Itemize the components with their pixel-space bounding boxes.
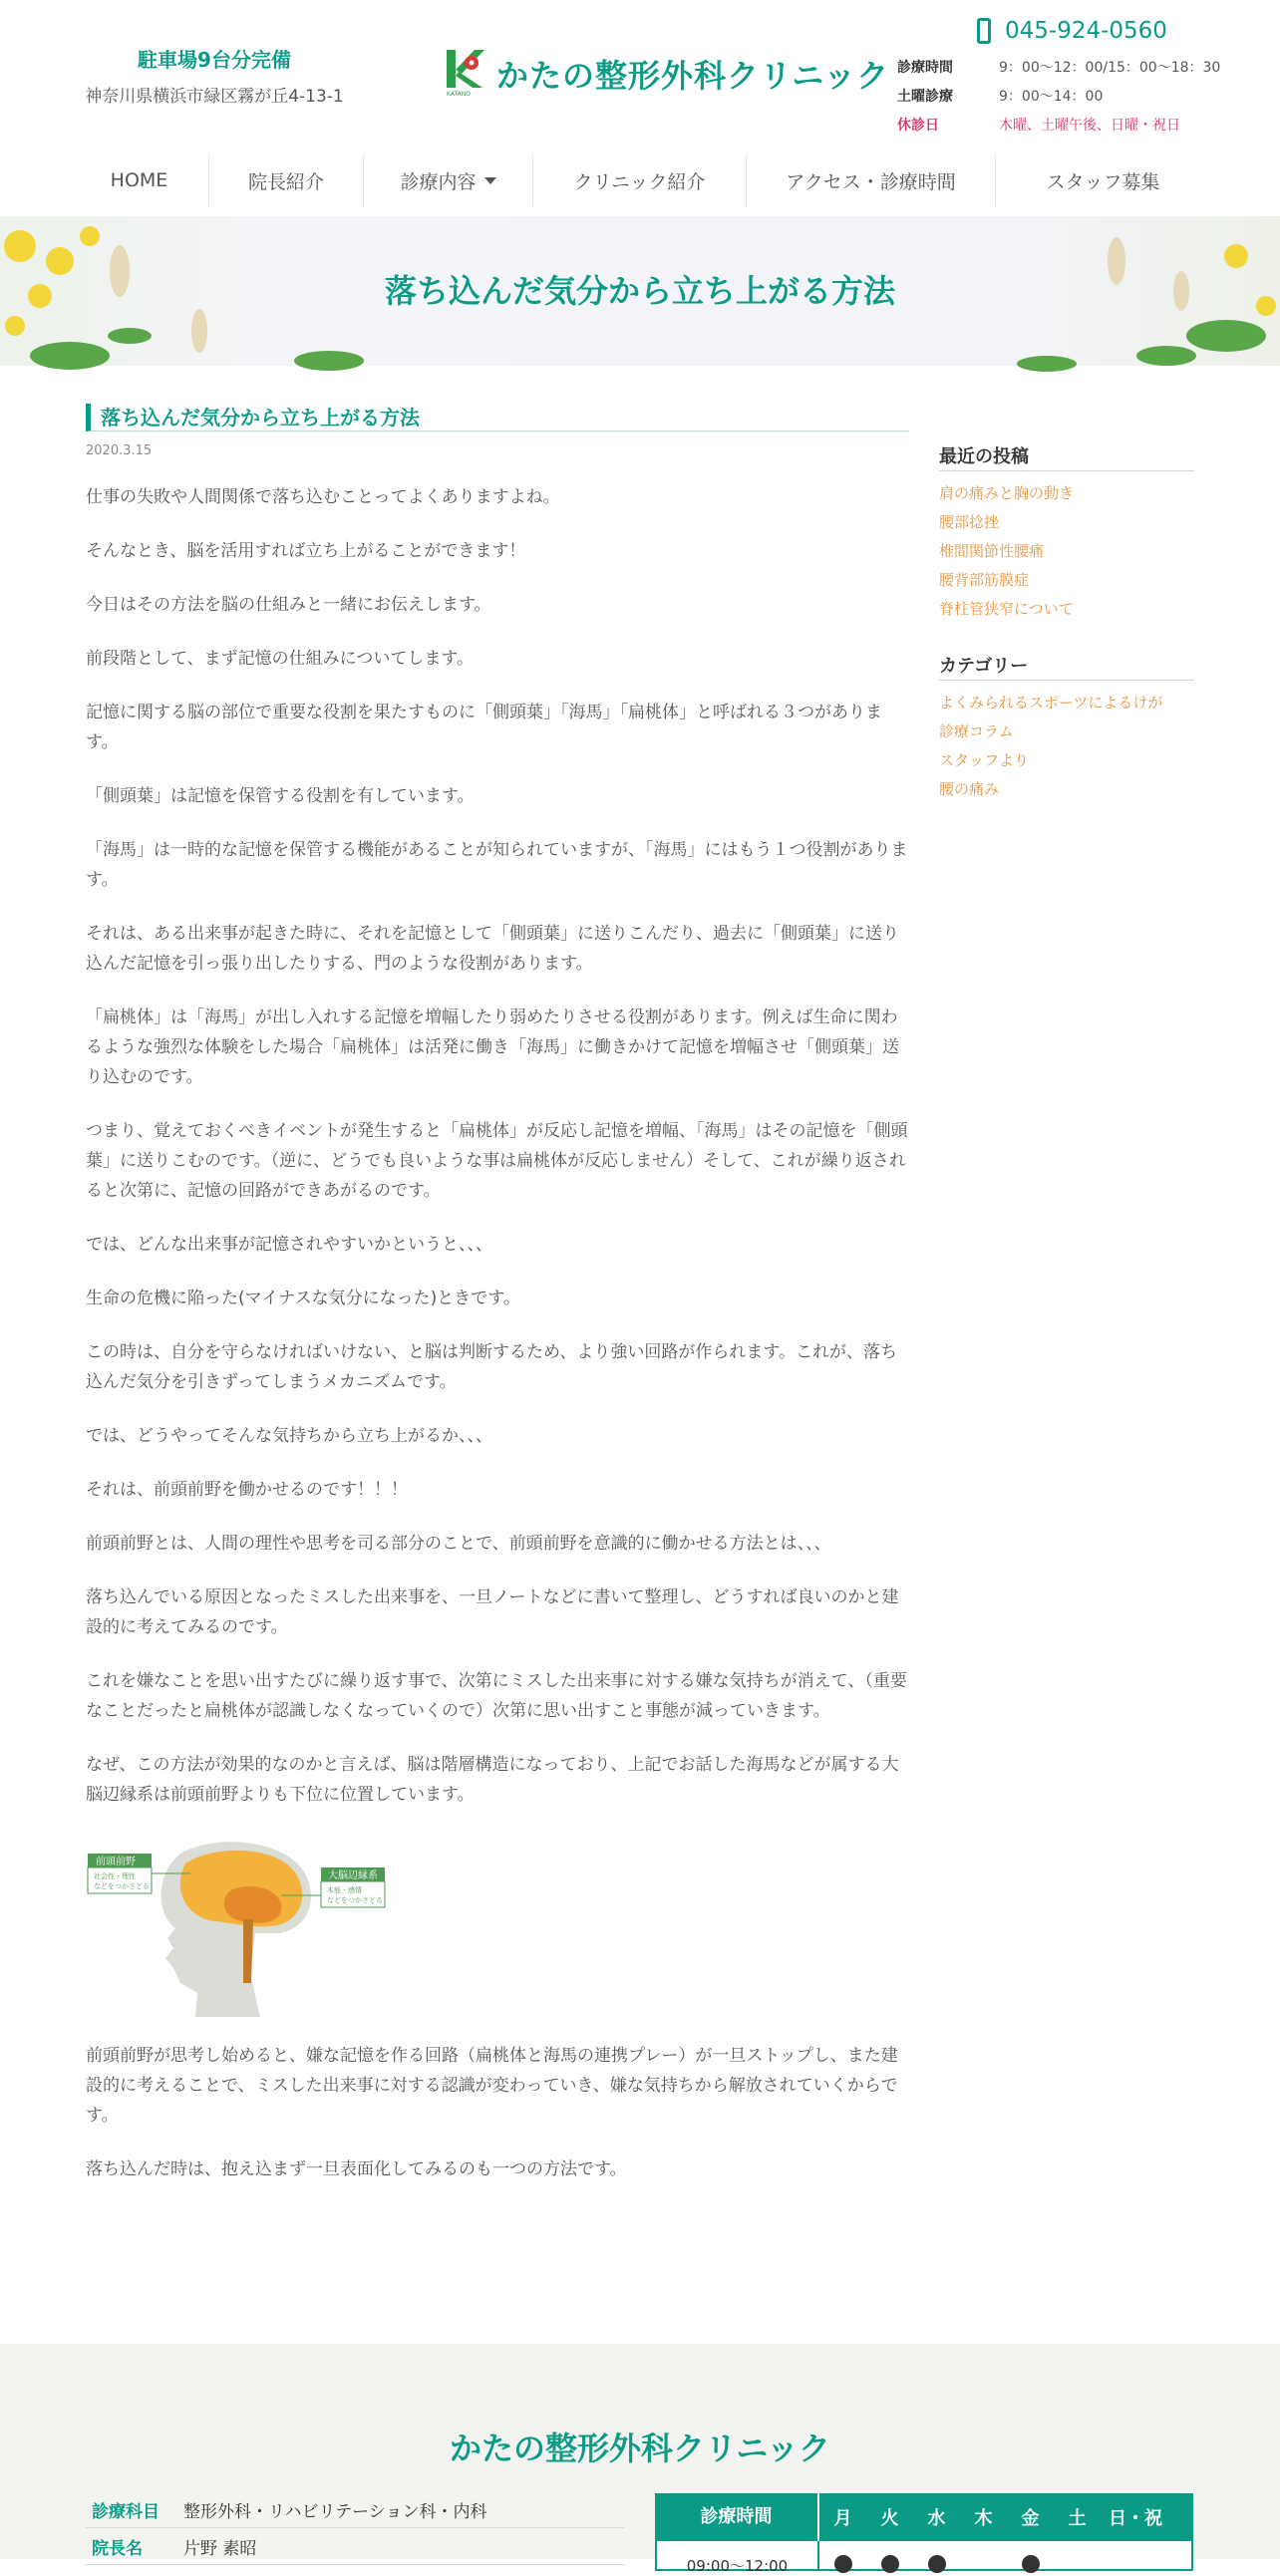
nav-label: クリニック紹介 (573, 170, 706, 193)
category-link[interactable]: 診療コラム (939, 722, 1014, 740)
open-dot-icon (928, 2555, 946, 2573)
clinic-name: かたの整形外科クリニック (496, 57, 890, 95)
post-paragraph: これを嫌なことを思い出すたびに繰り返す事で、次第にミスした出来事に対する嫌な気持ちが消えて、（重要なことだったと扁桃体が認識しなくなっていくので）次第に思い出すこと事態が減っていきます。 (86, 1671, 907, 1721)
category-link[interactable]: よくみられるスポーツによるけが (939, 694, 1163, 712)
hours-value: 9：00～12：00/15：00～18：30 (999, 59, 1221, 76)
schedule-time: 09:00～12:00 (657, 2541, 819, 2571)
svg-text:などをつかさどる: などをつかさどる (327, 1896, 383, 1904)
schedule-table (655, 2493, 1193, 2575)
post-paragraph: そんなとき、脳を活用すれば立ち上がることができます！ (86, 541, 526, 561)
categories (939, 652, 1194, 804)
open-dot-icon (1022, 2555, 1040, 2573)
nav-access[interactable] (747, 154, 996, 206)
hours-row-closed (897, 110, 1220, 139)
nav-home[interactable] (70, 154, 209, 206)
post-paragraph: 「扁桃体」は「海馬」が出し入れする記憶を増幅したり弱めたりさせる役割があります。例えば生命に関わるような強烈な体験をした場合「扁桃体」は活発に働き「海馬」に働きかけて記憶を増幅させ「側頭葉」送り込むのです。 (86, 1007, 899, 1087)
footer-clinic-name: かたの整形外科クリニック (449, 2430, 831, 2467)
hours-label: 休診日 (897, 117, 939, 134)
schedule-head-cell: 診療時間 (655, 2493, 819, 2541)
banner-title: 落ち込んだ気分から立ち上がる方法 (384, 272, 895, 310)
svg-text:本能・感情: 本能・感情 (327, 1886, 362, 1894)
categories-heading: カテゴリー (939, 652, 1194, 681)
clinic-address: 神奈川県横浜市緑区霧が丘4-13-1 (85, 87, 344, 107)
sidebar (939, 442, 1194, 804)
post-paragraph: 落ち込んでいる原因となったミスした出来事を、一旦ノートなどに書いて整理し、どうすれば良いのかと建設的に考えてみるのです。 (86, 1587, 899, 1637)
nav-director[interactable] (209, 154, 364, 206)
post-paragraph: では、どうやってそんな気持ちから立ち上がるか、、、 (86, 1426, 492, 1446)
post-paragraph: 前頭前野が思考し始めると、嫌な記憶を作る回路（扁桃体と海馬の連携プレー）が一旦ストップし、また建設的に考えることで、ミスした出来事に対する認識が変わっていき、嫌な気持ちから解放されていくからです。 (86, 2046, 898, 2126)
site-logo[interactable] (445, 48, 889, 100)
logo-icon (445, 48, 488, 100)
recent-posts-heading: 最近の投稿 (939, 442, 1194, 471)
chevron-down-icon (484, 177, 496, 184)
recent-post-link[interactable]: 腰部捻挫 (939, 513, 1000, 531)
recent-post-link[interactable]: 肩の痛みと胸の動き (939, 484, 1075, 502)
recent-posts (939, 442, 1194, 624)
schedule-head-cell: 火 (880, 2508, 899, 2529)
info-row (86, 2528, 624, 2565)
site-footer (0, 2344, 1280, 2575)
site-header (0, 0, 1280, 144)
hours-label: 土曜診療 (897, 88, 953, 105)
category-link[interactable]: 腰の痛み (939, 780, 1000, 798)
schedule-head-cell: 木 (974, 2508, 993, 2529)
clinic-info-table (86, 2491, 624, 2565)
schedule-head-cell: 日・祝 (1109, 2508, 1162, 2529)
hours-value: 9：00～14：00 (999, 88, 1104, 105)
post-paragraph: 今日はその方法を脳の仕組みと一緒にお伝えします。 (86, 595, 491, 615)
nav-clinic[interactable] (533, 154, 747, 206)
post-paragraph: なぜ、この方法が効果的なのかと言えば、脳は階層構造になっており、上記でお話した海馬などが属する大脳辺縁系は前頭前野よりも下位に位置しています。 (86, 1755, 899, 1805)
parking-notice: 駐車場9台分完備 (138, 48, 291, 72)
post-date: 2020.3.15 (86, 443, 153, 458)
hours-row (897, 52, 1220, 81)
info-key: 院長名 (92, 2538, 143, 2559)
schedule-cell (960, 2541, 1007, 2555)
post-paragraph: 記憶に関する脳の部位で重要な役割を果たすものに「側頭葉」「海馬」「扁桃体」と呼ばれる３つがあります。 (86, 703, 882, 752)
nav-services[interactable] (364, 154, 533, 206)
main-nav (70, 154, 1210, 206)
recent-post-link[interactable]: 椎間関節性腰痛 (939, 542, 1045, 560)
post-paragraph: 落ち込んだ時は、抱え込まず一旦表面化してみるのも一つの方法です。 (86, 2159, 627, 2179)
schedule-head-cell: 水 (927, 2508, 946, 2529)
hours-value: 木曜、土曜午後、日曜・祝日 (999, 117, 1180, 134)
schedule-row (655, 2541, 1193, 2575)
category-link[interactable]: スタッフより (939, 751, 1030, 769)
svg-text:KATANO: KATANO (447, 91, 471, 98)
nav-label: 院長紹介 (247, 170, 324, 193)
smartphone-icon (977, 18, 991, 44)
post-paragraph: 前段階として、まず記憶の仕組みについてします。 (86, 649, 474, 669)
post-paragraph: それは、前頭前野を働かせるのです！！！ (86, 1480, 408, 1500)
open-dot-icon (834, 2555, 852, 2573)
svg-text:大脳辺縁系: 大脳辺縁系 (328, 1870, 378, 1881)
schedule-header (655, 2493, 1193, 2541)
schedule-cell (1007, 2541, 1054, 2573)
nav-label: アクセス・診療時間 (786, 170, 956, 193)
hours-label: 診療時間 (897, 59, 953, 76)
svg-text:社会性・理性: 社会性・理性 (94, 1872, 136, 1880)
post-paragraph: 仕事の失敗や人間関係で落ち込むことってよくありますよね。 (86, 487, 560, 507)
phone-link[interactable] (977, 18, 1167, 44)
schedule-cell (913, 2541, 960, 2573)
recent-post-link[interactable]: 腰背部筋膜症 (939, 571, 1030, 589)
post-paragraph: 「側頭葉」は記憶を保管する役割を有しています。 (86, 786, 475, 806)
schedule-cell (866, 2541, 913, 2573)
info-value: 整形外科・リハビリテーション科・内科 (183, 2501, 487, 2522)
info-key: 診療科目 (92, 2501, 160, 2522)
office-hours (897, 52, 1220, 139)
schedule-head-cell: 金 (1021, 2508, 1040, 2529)
info-value: 片野 素昭 (183, 2538, 257, 2559)
post-paragraph: 前頭前野とは、人間の理性や思考を司る部分のことで、前頭前野を意識的に働かせる方法とは、、、 (86, 1534, 831, 1554)
page-banner (0, 216, 1280, 366)
post-paragraph: つまり、覚えておくべきイベントが発生すると「扁桃体」が反応し記憶を増幅、「海馬」はその記憶を「側頭葉」に送りこむのです。（逆に、どうでも良いような事は扁桃体が反応しません）そして、これが繰り返されると次第に、記憶の回路ができあがるのです。 (86, 1121, 908, 1201)
nav-label: スタッフ募集 (1046, 170, 1160, 193)
nav-recruit[interactable] (996, 154, 1210, 206)
schedule-head-cell: 月 (833, 2508, 852, 2529)
brain-diagram (86, 1834, 391, 2017)
info-row (86, 2491, 624, 2528)
schedule-head-cell: 土 (1068, 2508, 1087, 2529)
post-paragraph: 生命の危機に陥った(マイナスな気分になった)ときです。 (86, 1288, 520, 1308)
post-paragraph: それは、ある出来事が起きた時に、それを記憶として「側頭葉」に送りこんだり、過去に「側頭葉」に送り込んだ記憶を引っ張り出したりする、門のような役割があります。 (86, 924, 899, 974)
post-paragraph: では、どんな出来事が記憶されやすいかというと、、、 (86, 1235, 492, 1255)
nav-label: 診療内容 (400, 170, 477, 193)
svg-text:前頭前野: 前頭前野 (96, 1857, 136, 1867)
post-content (86, 404, 909, 2184)
schedule-cell (819, 2541, 866, 2573)
phone-number: 045-924-0560 (1005, 18, 1167, 44)
svg-text:などをつかさどる: などをつかさどる (94, 1882, 150, 1890)
open-dot-icon (881, 2555, 899, 2573)
post-title: 落ち込んだ気分から立ち上がる方法 (86, 404, 909, 431)
post-paragraph: この時は、自分を守らなければいけない、と脳は判断するため、より強い回路が作られます。これが、落ち込んだ気分を引きずってしまうメカニズムです。 (86, 1342, 897, 1392)
hours-row (897, 81, 1220, 110)
post-paragraph: 「海馬」は一時的な記憶を保管する機能があることが知られていますが、「海馬」にはもう１つ役割があります。 (86, 840, 908, 890)
recent-post-link[interactable]: 脊柱管狭窄について (939, 600, 1074, 618)
nav-label: HOME (110, 169, 168, 191)
